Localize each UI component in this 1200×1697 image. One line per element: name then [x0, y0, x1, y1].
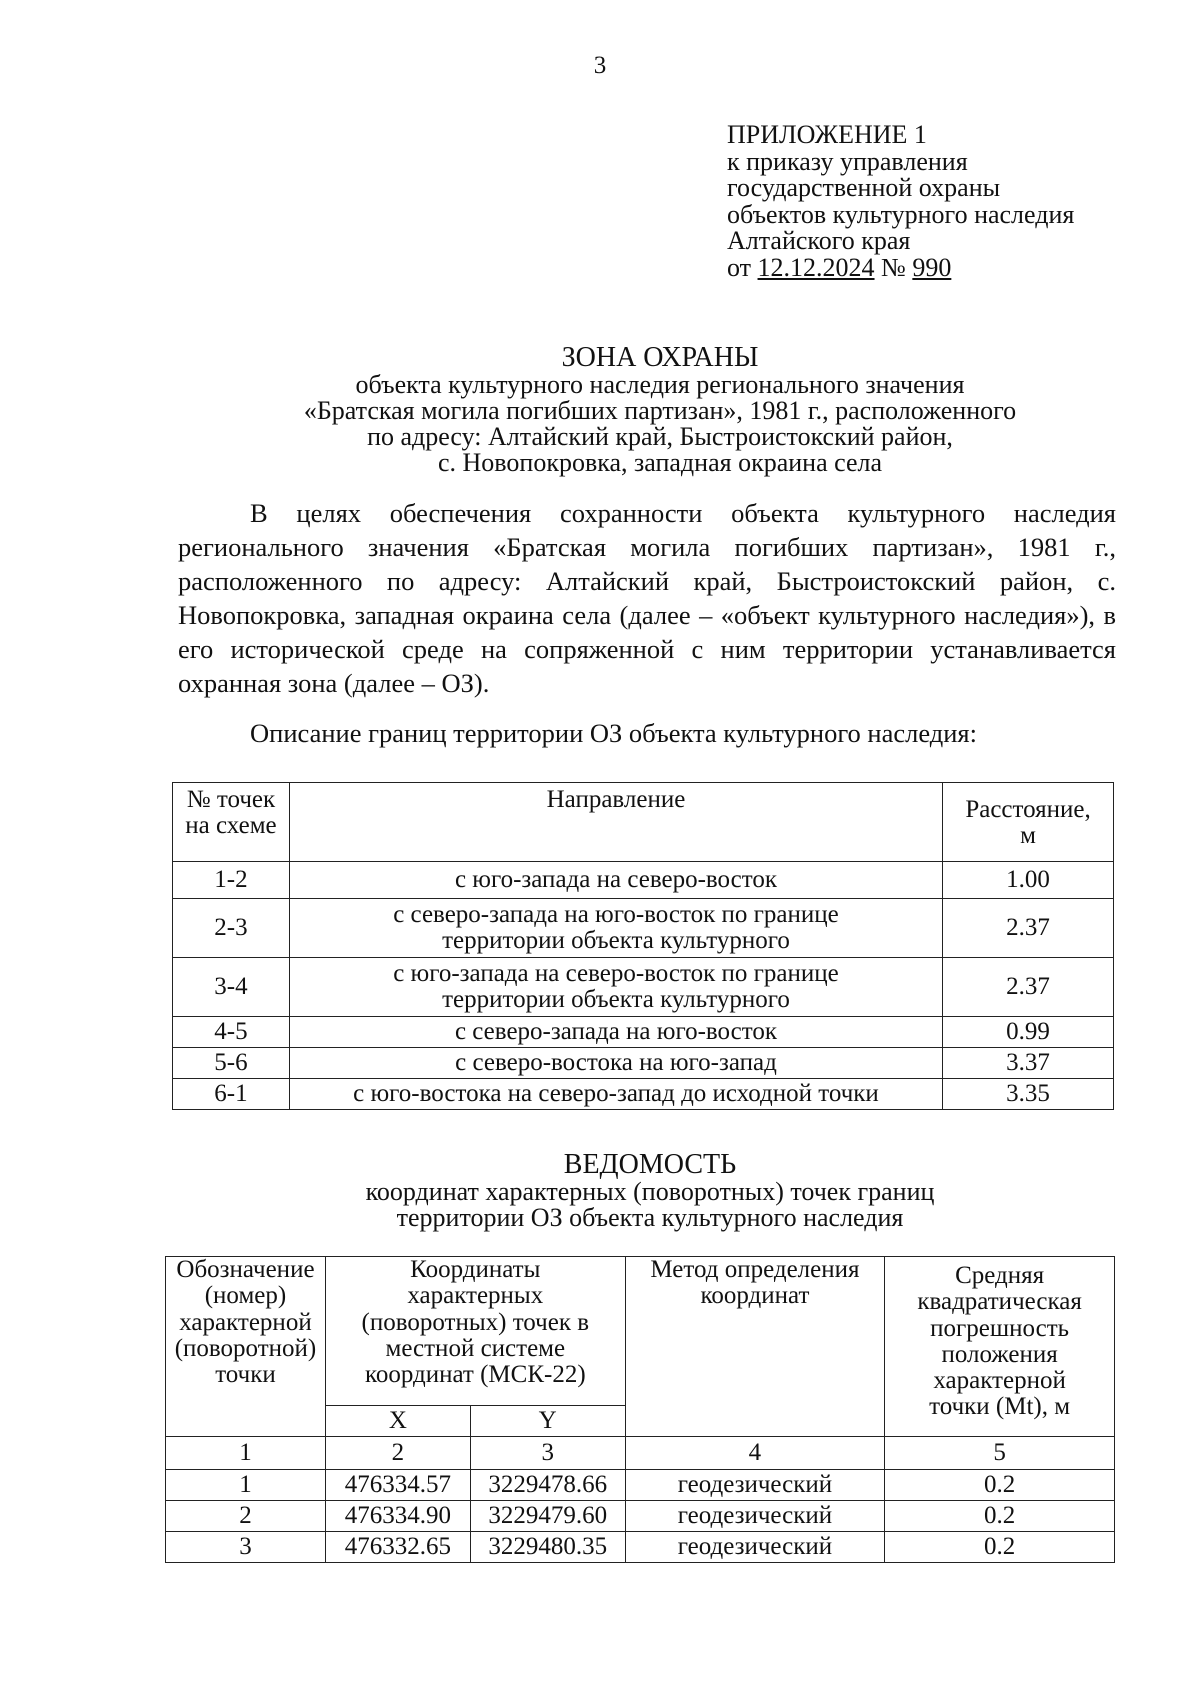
- cell-distance: 2.37: [943, 958, 1114, 1017]
- table-row: [173, 1048, 1114, 1079]
- cell-x: 476332.65: [325, 1532, 470, 1563]
- zone-title-line: «Братская могила погибших партизан», 1981 г., расположенного: [303, 396, 1017, 426]
- cell-direction: с северо-востока на юго-запад: [289, 1048, 942, 1079]
- cell-direction: с юго-запада на северо-восток: [289, 862, 942, 899]
- header-y: Y: [470, 1406, 625, 1437]
- header-points: № точек на схеме: [173, 783, 290, 862]
- appendix-line: к приказу управления: [727, 146, 968, 176]
- cell-points: 4-5: [173, 1017, 290, 1048]
- coordinates-table: [165, 1256, 1115, 1563]
- vedomost-heading: ВЕДОМОСТЬ: [563, 1149, 737, 1180]
- cell-y: 3229479.60: [470, 1501, 625, 1532]
- col-number: 5: [885, 1437, 1115, 1470]
- page-number: 3: [593, 52, 607, 79]
- appendix-title: ПРИЛОЖЕНИЕ 1: [727, 120, 927, 149]
- header-distance: Расстояние, м: [943, 783, 1114, 862]
- table-header-row: [173, 783, 1114, 862]
- cell-y: 3229480.35: [470, 1532, 625, 1563]
- order-num-sign: №: [881, 252, 906, 282]
- cell-x: 476334.57: [325, 1470, 470, 1501]
- cell-error: 0.2: [885, 1470, 1115, 1501]
- cell-points: 6-1: [173, 1079, 290, 1110]
- cell-method: геодезический: [625, 1532, 885, 1563]
- appendix-header: [727, 122, 1074, 281]
- cell-direction: с северо-запада на юго-восток: [289, 1017, 942, 1048]
- cell-point: 1: [166, 1470, 326, 1501]
- col-number: 3: [470, 1437, 625, 1470]
- cell-points: 2-3: [173, 899, 290, 958]
- col-number: 2: [325, 1437, 470, 1470]
- cell-method: геодезический: [625, 1501, 885, 1532]
- col-number: 4: [625, 1437, 885, 1470]
- cell-points: 5-6: [173, 1048, 290, 1079]
- table-row: [173, 1017, 1114, 1048]
- zone-title-line: по адресу: Алтайский край, Быстроистокский район,: [367, 422, 953, 452]
- intro-paragraph: В целях обеспечения сохранности объекта культурного наследия регионального значения «Братская могила погибших партизан», 1981 г., расположенного по адресу: Алтайский край, Быстроистокский район, с. Новопокровка, западная окраина села (далее – «объект культурного наследия»), в его исторической среде на сопряженной с ним территории устанавливается охранная зона (далее – ОЗ).: [178, 498, 1116, 698]
- table-row: [166, 1501, 1115, 1532]
- cell-points: 1-2: [173, 862, 290, 899]
- appendix-line: объектов культурного наследия: [727, 199, 1075, 229]
- cell-point: 2: [166, 1501, 326, 1532]
- header-designation: Обозначение (номер) характерной (поворотной) точки: [166, 1257, 326, 1437]
- cell-method: геодезический: [625, 1470, 885, 1501]
- appendix-line: государственной охраны: [727, 173, 1001, 203]
- cell-point: 3: [166, 1532, 326, 1563]
- cell-x: 476334.90: [325, 1501, 470, 1532]
- vedomost-title-line: координат характерных (поворотных) точек границ: [365, 1177, 935, 1207]
- header-method: Метод определения координат: [625, 1257, 885, 1437]
- table-row: [173, 862, 1114, 899]
- cell-distance: 2.37: [943, 899, 1114, 958]
- cell-points: 3-4: [173, 958, 290, 1017]
- boundary-caption: Описание границ территории ОЗ объекта культурного наследия:: [250, 718, 977, 748]
- cell-error: 0.2: [885, 1532, 1115, 1563]
- vedomost-title-line: территории ОЗ объекта культурного наследия: [396, 1203, 904, 1233]
- order-number: 990: [912, 252, 952, 282]
- header-direction: Направление: [289, 783, 942, 862]
- header-coordinates: Координаты характерных (поворотных) точек в местной системе координат (МСК-22): [325, 1257, 625, 1406]
- table-row: [173, 899, 1114, 958]
- table-row: [173, 958, 1114, 1017]
- zone-title-line: объекта культурного наследия регионального значения: [355, 370, 965, 400]
- column-number-row: [166, 1437, 1115, 1470]
- order-date: 12.12.2024: [757, 252, 875, 282]
- zone-title: [0, 343, 1200, 476]
- cell-distance: 3.35: [943, 1079, 1114, 1110]
- header-error: Средняя квадратическая погрешность положения характерной точки (Mt), м: [885, 1257, 1115, 1437]
- table-row: [166, 1470, 1115, 1501]
- cell-distance: 3.37: [943, 1048, 1114, 1079]
- appendix-order-ref: [727, 252, 1074, 282]
- zone-title-line: с. Новопокровка, западная окраина села: [437, 448, 883, 478]
- boundary-table: [172, 782, 1114, 1110]
- appendix-line: Алтайского края: [727, 226, 911, 256]
- table-row: [173, 1079, 1114, 1110]
- vedomost-title: [0, 1150, 1200, 1231]
- order-from: от: [727, 252, 752, 282]
- cell-y: 3229478.66: [470, 1470, 625, 1501]
- cell-distance: 0.99: [943, 1017, 1114, 1048]
- cell-direction: с северо-запада на юго-восток по границе территории объекта культурного: [289, 899, 942, 958]
- table-row: [166, 1532, 1115, 1563]
- cell-error: 0.2: [885, 1501, 1115, 1532]
- cell-direction: с юго-востока на северо-запад до исходной точки: [289, 1079, 942, 1110]
- col-number: 1: [166, 1437, 326, 1470]
- table-header-row: [166, 1257, 1115, 1406]
- zone-heading: ЗОНА ОХРАНЫ: [561, 342, 759, 373]
- cell-distance: 1.00: [943, 862, 1114, 899]
- cell-direction: с юго-запада на северо-восток по границе территории объекта культурного: [289, 958, 942, 1017]
- header-x: X: [325, 1406, 470, 1437]
